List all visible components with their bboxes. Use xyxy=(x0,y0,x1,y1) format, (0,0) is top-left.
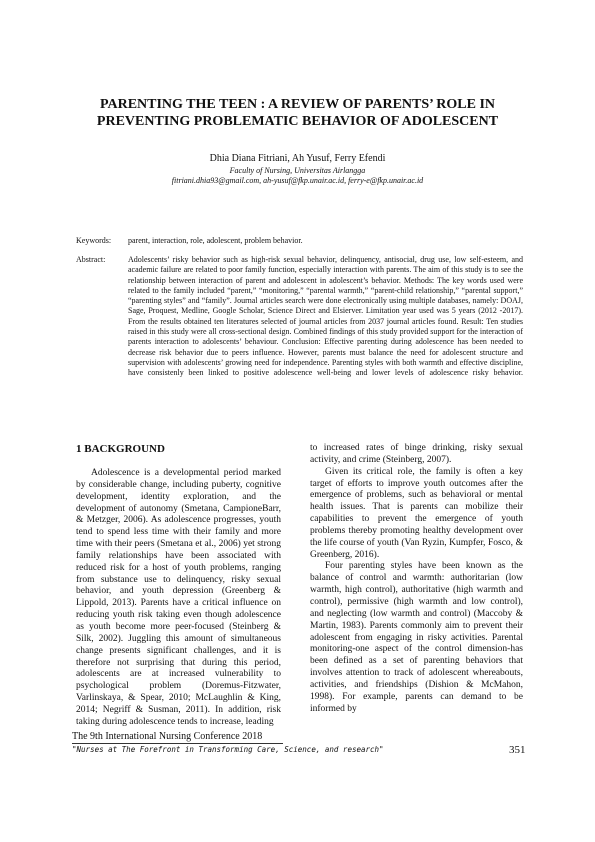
body-paragraph: Given its critical role, the family is often a key target of efforts to improve youth outcomes after the emergence of problems, such as behavioral or mental health issues. That is parents can mobilize their capabilities to prevent the emergence of youth problems thereby promoting healthy development over the life course of youth (Van Ryzin, Kumpfer, Fosco, & Greenberg, 2016). xyxy=(310,466,523,560)
affiliation-block xyxy=(70,166,525,186)
body-paragraph: to increased rates of binge drinking, risky sexual activity, and crime (Steinberg, 2007). xyxy=(310,443,523,465)
paper-title xyxy=(70,96,525,130)
authors: Dhia Diana Fitriani, Ah Yusuf, Ferry Efendi xyxy=(209,153,386,164)
keywords: parent, interaction, role, adolescent, problem behavior. xyxy=(128,236,303,245)
section-heading: 1 BACKGROUND xyxy=(76,443,165,455)
body-paragraph: Four parenting styles have been known as the balance of control and warmth: authoritarian (low warmth, high control), authoritative (high warmth and control), permissive (high warmth and low control), and neglecting (low warmth and control) (Maccoby & Martin, 1983). Parents commonly aim to prevent their adolescent from engaging in risky activities. Parental monitoring-one aspect of the control dimension-has been defined as a set of parenting behaviors that involves attention to track of adolescent whereabouts, activities, and friendships (Dishion & McMahon, 1998). For example, parents can demand to be informed by xyxy=(310,561,523,714)
footer-divider xyxy=(72,743,283,744)
page-number: 351 xyxy=(509,744,526,756)
abstract-text: Adolescents’ risky behavior such as high-risk sexual behavior, delinquency, antisocial, drug use, low self-esteem, and academic failure are related to poor family function, especially interaction with parents. The aim of this study is to see the relationship between interaction of parent and adolescent in adolescent’s behavior. Methods: The key words used were related to the family included “parent,” “monitoring,” “parental warmth,” “parent-child relationship,” “parental support,” “parenting styles” and “family”. Journal articles search were done electronically using multiple databases, namely: DOAJ, Sage, Proquest, Medline, Google Scholar, Science Direct and Elsierver. Limitation year used was 5 years (2012 -2017). From the results obtained ten literatures selected of journal articles from 2037 journal articles found. Result: Ten studies raised in this study were all cross-sectional design. Combined findings of this study provided support for the interaction of parents interaction to adolescents’ behaviour. Conclusion: Effective parenting during adolescence has been needed to decrease risk behavior due to peers influence. However, parents must balance the need for adolescent structure and supervision with adolescents’ growing need for independence. Parenting styles with both warmth and effective discipline, have consistenly been linked to positive adolescence well-being and lower levels of adolescence risky behavior. xyxy=(128,255,523,378)
body-paragraph: Adolescence is a developmental period marked by considerable change, including puberty, cognitive development, identity exploration, and the development of autonomy (Smetana, CampioneBarr, & Metzger, 2006). As adolescence progresses, youth tend to spend less time with their family and more time with their peers (Smetana et al., 2006) yet strong family relationships have been associated with reduced risk for a host of youth problems, ranging from substance use to delinquency, risky sexual behavior, and youth depression (Greenberg & Lippold, 2013). Parents have a critical influence on reducing youth risk taking even though adolescence as youth become more peer-focused (Steinberg & Silk, 2002). Juggling this amount of simultaneous change presents significant challenges, and it is therefore not surprising that during this period, adolescents are at increased vulnerability to psychological problem (Doremus-Fitzwater, Varlinskaya, & Spear, 2010; McLaughlin & King, 2014; Negriff & Susman, 2011). In addition, risk taking during adolescence tends to increase, leading xyxy=(76,468,281,727)
title-line-1: PARENTING THE TEEN : A REVIEW OF PARENTS’ ROLE IN xyxy=(99,97,496,112)
left-column xyxy=(76,443,281,729)
abstract-label: Abstract: xyxy=(76,255,106,264)
title-line-2: PREVENTING PROBLEMATIC BEHAVIOR OF ADOLESCENT xyxy=(96,114,499,129)
conference-name: The 9th International Nursing Conference 2018 xyxy=(72,731,263,742)
affiliation: Faculty of Nursing, Universitas Airlangga xyxy=(229,166,366,175)
author-emails: fitriani.dhia93@gmail.com, ah-yusuf@fkp.unair.ac.id, ferry-e@fkp.unair.ac.id xyxy=(171,176,424,185)
right-column xyxy=(310,443,523,715)
keywords-label: Keywords: xyxy=(76,236,112,245)
conference-motto: "Nurses at The Forefront in Transforming Care, Science, and research" xyxy=(72,745,384,754)
